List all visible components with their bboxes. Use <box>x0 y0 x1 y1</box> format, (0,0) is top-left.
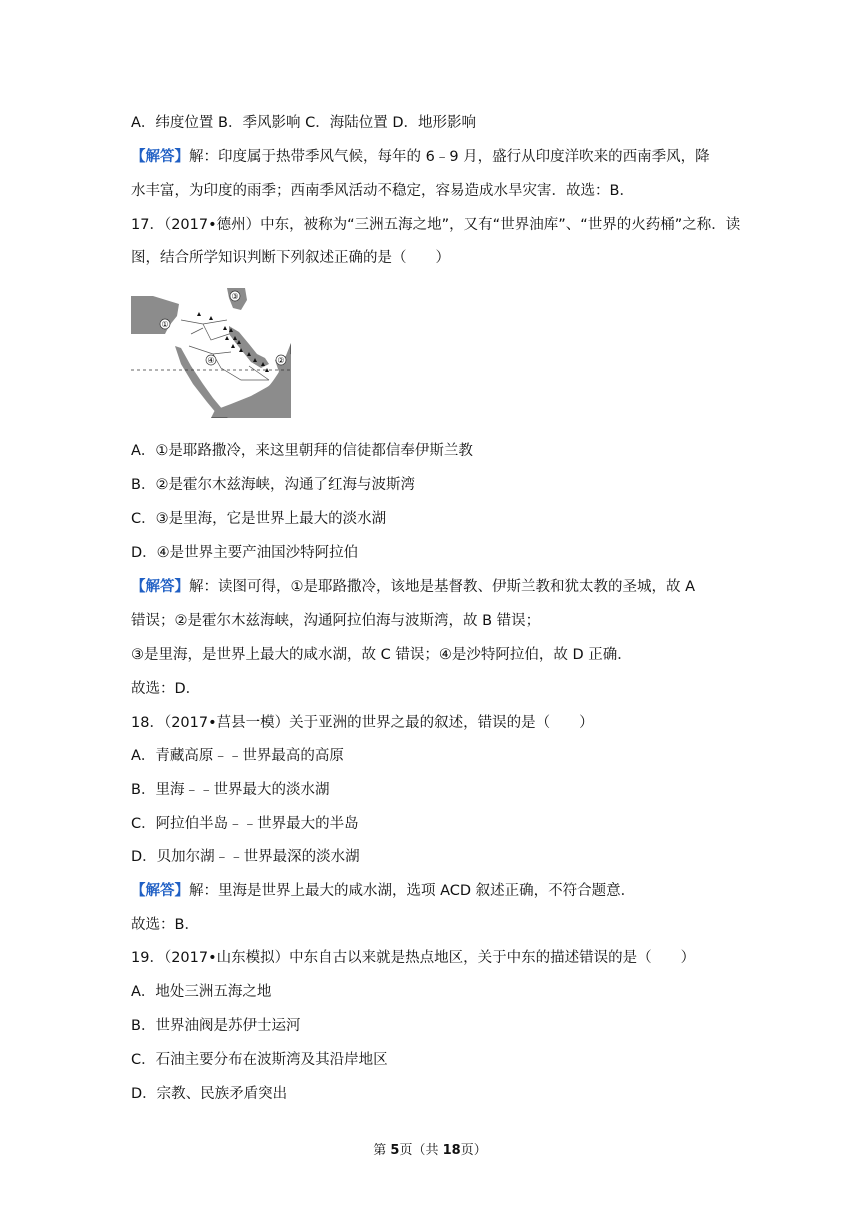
q18-option-b: B．里海﹣﹣世界最大的淡水湖 <box>131 782 330 798</box>
svg-text:②: ② <box>277 356 285 365</box>
label-2 <box>276 355 286 365</box>
answer-text: 解：读图可得，①是耶路撒冷，该地是基督教、伊斯兰教和犹太教的圣城，故 A <box>189 579 696 595</box>
answer-text: 解：里海是世界上最大的咸水湖，选项 ACD 叙述正确，不符合题意． <box>189 883 636 899</box>
footer-suffix: 页） <box>460 1143 487 1158</box>
middle-east-map <box>131 288 291 418</box>
page-footer <box>0 1139 860 1158</box>
q19-option-a: A．地处三洲五海之地 <box>131 984 272 1000</box>
footer-middle: 页（共 <box>399 1143 443 1158</box>
footer-prefix: 第 <box>373 1143 391 1158</box>
q18-option-c: C．阿拉伯半岛﹣﹣世界最大的半岛 <box>131 816 359 832</box>
answer-tag: 【解答】 <box>131 883 189 899</box>
answer-text: 解：印度属于热带季风气候，每年的 6﹣9 月，盛行从印度洋吹来的西南季风，降 <box>189 149 710 165</box>
q18-stem: 18．（2017•莒县一模）关于亚洲的世界之最的叙述，错误的是（ ） <box>131 715 594 731</box>
q17-answer-line-3: ③是里海，是世界上最大的咸水湖，故 C 错误；④是沙特阿拉伯，故 D 正确． <box>131 647 632 663</box>
svg-text:①: ① <box>161 320 169 329</box>
q17-option-a: A．①是耶路撒冷，来这里朝拜的信徒都信奉伊斯兰教 <box>131 443 473 459</box>
svg-text:③: ③ <box>231 292 239 301</box>
label-4 <box>206 355 216 365</box>
q17-option-c: C．③是里海，它是世界上最大的淡水湖 <box>131 511 387 527</box>
page-total: 18 <box>442 1143 461 1158</box>
q18-answer-line-1 <box>131 879 635 900</box>
q16-answer-line-1 <box>131 145 710 166</box>
q17-stem-line-2: 图，结合所学知识判断下列叙述正确的是（ ） <box>131 250 450 266</box>
q19-option-b: B．世界油阀是苏伊士运河 <box>131 1018 301 1034</box>
svg-text:④: ④ <box>207 356 215 365</box>
page-number: 5 <box>390 1143 400 1158</box>
q17-answer-line-2: 错误；②是霍尔木兹海峡，沟通阿拉伯海与波斯湾，故 B 错误； <box>131 613 541 629</box>
q19-option-c: C．石油主要分布在波斯湾及其沿岸地区 <box>131 1052 388 1068</box>
q17-stem-line-1: 17．（2017•德州）中东，被称为“三洲五海之地”，又有“世界油库”、“世界的火药桶”之称．读 <box>131 217 741 233</box>
answer-tag: 【解答】 <box>131 149 189 165</box>
label-1 <box>160 319 170 329</box>
q19-option-d: D．宗教、民族矛盾突出 <box>131 1086 288 1102</box>
label-3 <box>230 291 240 301</box>
q16-answer-line-2: 水丰富，为印度的雨季；西南季风活动不稳定，容易造成水旱灾害．故选：B． <box>131 183 634 199</box>
q16-options: A．纬度位置 B．季风影响 C．海陆位置 D．地形影响 <box>131 115 476 131</box>
q18-option-d: D．贝加尔湖﹣﹣世界最深的淡水湖 <box>131 849 360 865</box>
q17-answer-line-1 <box>131 575 695 596</box>
q18-answer-line-2: 故选：B． <box>131 917 199 933</box>
q17-option-d: D．④是世界主要产油国沙特阿拉伯 <box>131 545 359 561</box>
q18-option-a: A．青藏高原﹣﹣世界最高的高原 <box>131 748 344 764</box>
q17-answer-line-4: 故选：D． <box>131 681 201 697</box>
q19-stem: 19．（2017•山东模拟）中东自古以来就是热点地区，关于中东的描述错误的是（ ） <box>131 950 696 966</box>
answer-tag: 【解答】 <box>131 579 189 595</box>
q17-option-b: B．②是霍尔木兹海峡，沟通了红海与波斯湾 <box>131 477 415 493</box>
